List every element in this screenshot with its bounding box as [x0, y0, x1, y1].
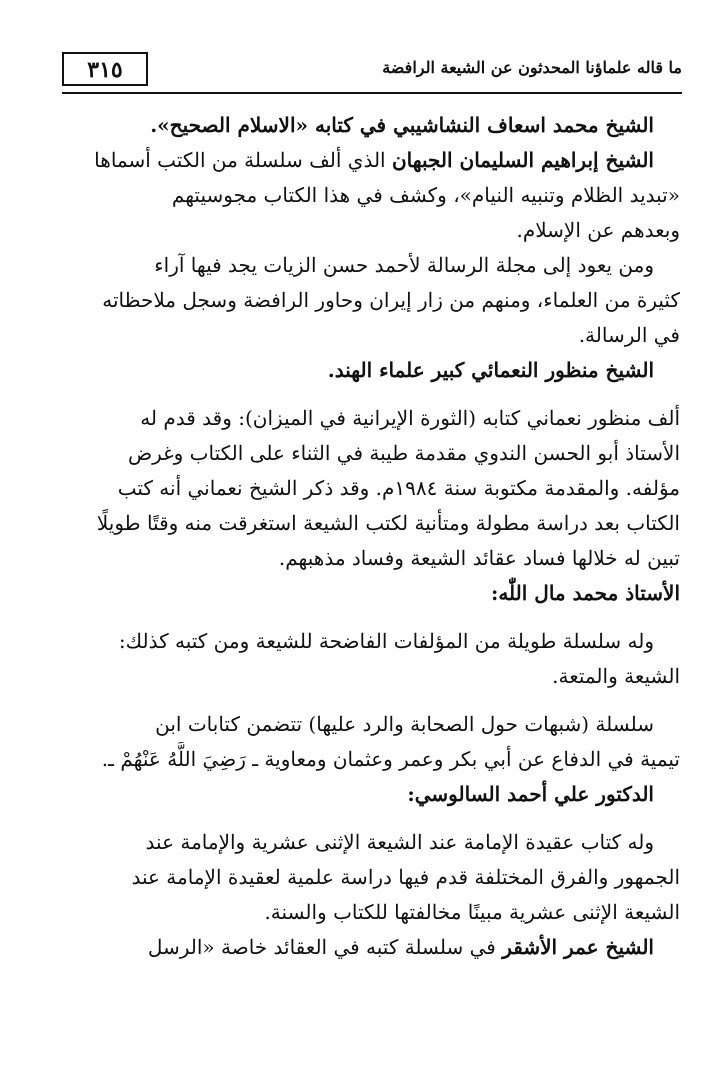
text-line: تبين له خلالها فساد عقائد الشيعة وفساد مذهبهم. [278, 546, 680, 570]
text-line: الشيعة والمتعة. [552, 664, 680, 688]
section-heading: الأستاذ محمد مال اللّٰه: [490, 581, 680, 605]
text-line [58, 930, 680, 965]
page-number: ٣١٥ [62, 52, 148, 86]
text-line: الجمهور والفرق المختلفة قدم فيها دراسة علمية لعقيدة الإمامة عند [131, 865, 680, 889]
text-line: تيمية في الدفاع عن أبي بكر وعمر وعثمان ومعاوية ـ رَضِيَ اللَّهُ عَنْهُمْ ـ. [101, 747, 680, 771]
text-line: وله سلسلة طويلة من المؤلفات الفاضحة للشيعة ومن كتبه كذلك: [118, 629, 654, 653]
text-line [58, 143, 680, 178]
text-line: وله كتاب عقيدة الإمامة عند الشيعة الإثنى عشرية والإمامة عند [145, 830, 654, 854]
text-span: الذي ألف سلسلة من الكتب أسماها [94, 148, 392, 172]
text-line: وبعدهم عن الإسلام. [516, 218, 680, 242]
scholar-name: الشيخ إبراهيم السليمان الجبهان [391, 148, 654, 172]
text-line: ومن يعود إلى مجلة الرسالة لأحمد حسن الزيات يجد فيها آراء [154, 253, 654, 277]
text-line: الأستاذ أبو الحسن الندوي مقدمة طيبة في الثناء على الكتاب وغرض [127, 441, 680, 465]
text-line: الشيعة الإثنى عشرية مبينًا مخالفتها للكتاب والسنة. [264, 900, 680, 924]
text-span: في سلسلة كتبه في العقائد خاصة «الرسل [147, 935, 503, 959]
section-heading: الدكتور علي أحمد السالوسي: [407, 782, 654, 806]
text-line: الشيخ محمد اسعاف النشاشيبي في كتابه «الاسلام الصحيح». [150, 113, 654, 137]
text-line: في الرسالة. [578, 323, 680, 347]
page-header [62, 52, 682, 94]
running-title: ما قاله علماؤنا المحدثون عن الشيعة الرافضة [382, 58, 682, 77]
text-line: كثيرة من العلماء، ومنهم من زار إيران وحاور الرافضة وسجل ملاحظاته [102, 288, 680, 312]
text-line: ألف منظور نعماني كتابه (الثورة الإيرانية في الميزان): وقد قدم له [140, 406, 680, 430]
text-line: الشيخ منظور النعمائي كبير علماء الهند. [327, 358, 654, 382]
text-line: مؤلفه. والمقدمة مكتوبة سنة ١٩٨٤م. وقد ذكر الشيخ نعماني أنه كتب [117, 476, 680, 500]
text-line: الكتاب بعد دراسة مطولة ومتأنية لكتب الشيعة استغرقت منه وقتًا طويلًا [96, 511, 680, 535]
page-body [58, 108, 680, 965]
scholar-name: الشيخ عمر الأشقر [502, 935, 654, 959]
text-line: سلسلة (شبهات حول الصحابة والرد عليها) تتضمن كتابات ابن [155, 712, 654, 736]
text-line: «تبديد الظلام وتنبيه النيام»، وكشف في هذا الكتاب مجوسيتهم [171, 183, 680, 207]
